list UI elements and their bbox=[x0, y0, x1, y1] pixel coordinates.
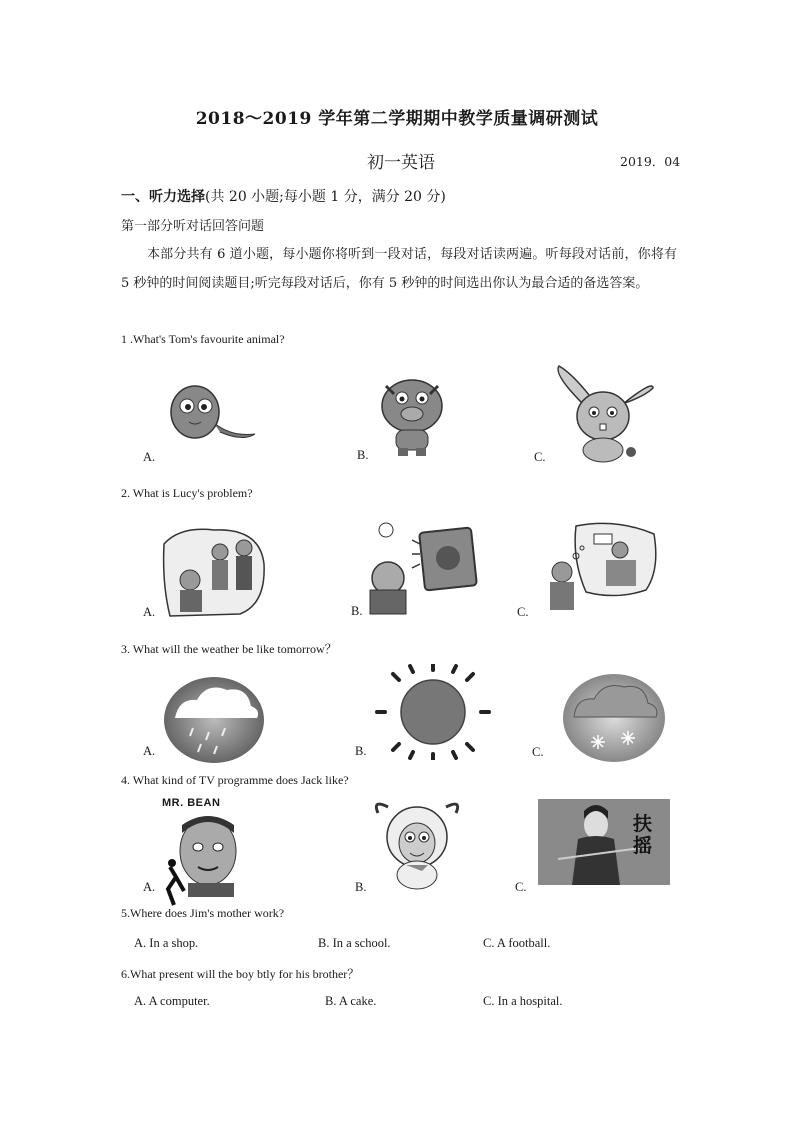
sheep-cartoon-picture bbox=[372, 799, 462, 891]
question-3: 3. What will the weather be like tomorrow？ bbox=[121, 642, 337, 656]
q6-option-a: A. A computer. bbox=[134, 994, 210, 1008]
section-heading bbox=[121, 186, 446, 206]
mr-bean-logo: MR. BEAN bbox=[162, 797, 221, 809]
section-note: (共 20 小题;每小题 1 分，满分 20 分) bbox=[205, 189, 446, 205]
question-5: 5.Where does Jim's mother work? bbox=[121, 906, 285, 920]
question-1: 1 .What's Tom's favourite animal? bbox=[121, 332, 285, 346]
rainy-picture bbox=[163, 676, 265, 764]
exam-date: 2019．04 bbox=[620, 154, 681, 169]
q5-option-b: B. In a school. bbox=[318, 936, 391, 950]
snowy-picture bbox=[562, 673, 666, 763]
drama-title: 扶摇 bbox=[633, 813, 653, 857]
q3-option-a: A. bbox=[143, 744, 156, 758]
tadpole-picture bbox=[165, 372, 265, 447]
q5-option-a: A. In a shop. bbox=[134, 936, 199, 950]
drama-poster-picture bbox=[538, 799, 670, 885]
students-picture bbox=[160, 524, 268, 619]
q5-option-c: C. A football. bbox=[483, 936, 551, 950]
mr-bean-picture bbox=[158, 797, 242, 911]
part-heading: 第一部分听对话回答问题 bbox=[121, 219, 265, 234]
q1-option-c: C. bbox=[534, 450, 546, 464]
q3-option-c: C. bbox=[532, 745, 544, 759]
q6-option-c: C. In a hospital. bbox=[483, 994, 563, 1008]
q3-option-b: B. bbox=[355, 744, 367, 758]
section-heading-label: 一、听力选择 bbox=[121, 189, 205, 205]
instructions: 本部分共有 6 道小题，每小题你将听到一段对话，每段对话读两遍。听每段对话前，你将有 5 秒钟的时间阅读题目;听完每段对话后，你有 5 秒钟的时间选出你认为最合适的备选答案。 bbox=[121, 247, 677, 291]
q1-option-b: B. bbox=[357, 448, 369, 462]
q2-option-a: A. bbox=[143, 605, 156, 619]
q4-option-c: C. bbox=[515, 880, 527, 894]
q4-option-a: A. bbox=[143, 880, 156, 894]
rabbit-picture bbox=[553, 364, 658, 464]
q2-option-c: C. bbox=[517, 605, 529, 619]
sunny-picture bbox=[373, 664, 493, 760]
q4-option-b: B. bbox=[355, 880, 367, 894]
question-4: 4. What kind of TV programme does Jack like? bbox=[121, 773, 349, 787]
question-2: 2. What is Lucy's problem? bbox=[121, 486, 253, 500]
question-6: 6.What present will the boy btly for his brother？ bbox=[121, 967, 360, 981]
q2-option-b: B. bbox=[351, 604, 363, 618]
tv-noise-picture bbox=[364, 520, 479, 615]
thinking-picture bbox=[536, 520, 661, 612]
q1-option-a: A. bbox=[143, 450, 156, 464]
subject-title: 初一英语 bbox=[367, 153, 435, 173]
pig-picture bbox=[372, 372, 454, 458]
page-title: 2018～2019 学年第二学期期中教学质量调研测试 bbox=[195, 109, 599, 129]
q6-option-b: B. A cake. bbox=[325, 994, 377, 1008]
